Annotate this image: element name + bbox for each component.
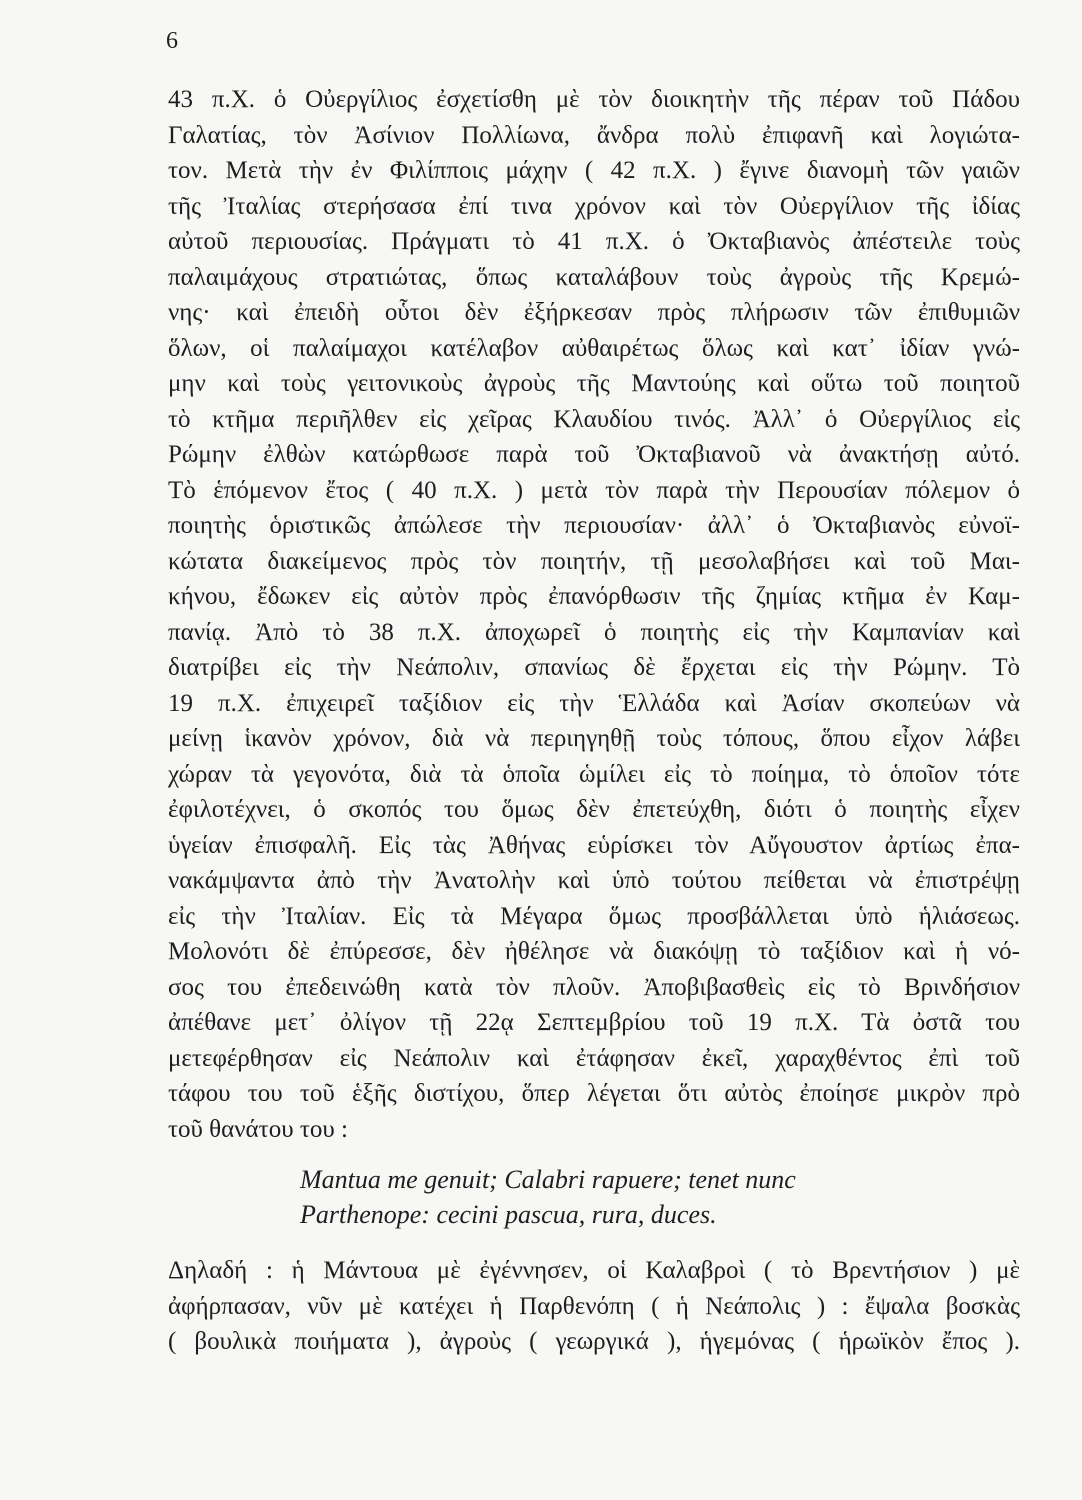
text-line: μετεφέρθησαν εἰς Νεάπολιν καὶ ἐτάφησαν ἐκεῖ, χαραχθέντος ἐπὶ τοῦ bbox=[168, 1044, 1020, 1072]
text-line: Parthenope: cecini pascua, rura, duces. bbox=[300, 1199, 717, 1229]
text-line: κώτατα διακείμενος πρὸς τὸν ποιητήν, τῇ μεσολαβήσει καὶ τοῦ Μαι- bbox=[168, 547, 1020, 575]
text-line: τάφου του τοῦ ἑξῆς διστίχου, ὅπερ λέγεται ὅτι αὐτὸς ἐποίησε μικρὸν πρὸ bbox=[168, 1080, 1020, 1107]
text-line: ἀφήρπασαν, νῦν μὲ κατέχει ἡ Παρθενόπη ( ἡ Νεάπολις ) : ἔψαλα βοσκὰς bbox=[168, 1292, 1020, 1320]
text-line: τῆς Ἰταλίας στερήσασα ἐπί τινα χρόνον καὶ τὸν Οὐεργίλιον τῆς ἰδίας bbox=[168, 192, 1020, 220]
text-line: αὐτοῦ περιουσίας. Πράγματι τὸ 41 π.Χ. ὁ Ὀκταβιανὸς ἀπέστειλε τοὺς bbox=[168, 228, 1020, 255]
text-line: ὅλων, οἱ παλαίμαχοι κατέλαβον αὐθαιρέτως ὅλως καὶ κατ᾽ ἰδίαν γνώ- bbox=[168, 334, 1020, 362]
text-line: νακάμψαντα ἀπὸ τὴν Ἀνατολὴν καὶ ὑπὸ τούτου πείθεται νὰ ἐπιστρέψῃ bbox=[168, 867, 1020, 894]
text-line: ἐφιλοτέχνει, ὁ σκοπός του ὅμως δὲν ἐπετεύχθη, διότι ὁ ποιητὴς εἶχεν bbox=[168, 796, 1020, 823]
text-line: Ρώμην ἐλθὼν κατώρθωσε παρὰ τοῦ Ὀκταβιανοῦ νὰ ἀνακτήσῃ αὐτό. bbox=[168, 441, 1020, 468]
latin-epitaph-verse bbox=[300, 1163, 796, 1232]
text-line: διατρίβει εἰς τὴν Νεάπολιν, σπανίως δὲ ἔρχεται εἰς τὴν Ρώμην. Τὸ bbox=[168, 654, 1020, 681]
text-line: τον. Μετὰ τὴν ἐν Φιλίπποις μάχην ( 42 π.Χ. ) ἔγινε διανομὴ τῶν γαιῶν bbox=[168, 157, 1020, 184]
text-line: ποιητὴς ὁριστικῶς ἀπώλεσε τὴν περιουσίαν· ἀλλ᾽ ὁ Ὀκταβιανὸς εὐνοϊ- bbox=[168, 512, 1020, 539]
text-line: ὑγείαν ἐπισφαλῆ. Εἰς τὰς Ἀθήνας εὑρίσκει τὸν Αὔγουστον ἀρτίως ἐπα- bbox=[168, 831, 1020, 859]
text-line: νης· καὶ ἐπειδὴ οὗτοι δὲν ἐξήρκεσαν πρὸς πλήρωσιν τῶν ἐπιθυμιῶν bbox=[168, 299, 1020, 326]
text-line: 19 π.Χ. ἐπιχειρεῖ ταξίδιον εἰς τὴν Ἑλλάδα καὶ Ἀσίαν σκοπεύων νὰ bbox=[168, 689, 1020, 717]
text-line: ( βουλικὰ ποιήματα ), ἀγροὺς ( γεωργικά ), ἡγεμόνας ( ἡρωϊκὸν ἔπος ). bbox=[168, 1328, 1020, 1355]
text-line: Γαλατίας, τὸν Ἀσίνιον Πολλίωνα, ἄνδρα πολὺ ἐπιφανῆ καὶ λογιώτα- bbox=[168, 121, 1020, 149]
main-paragraph bbox=[168, 82, 1020, 1147]
text-line: μην καὶ τοὺς γειτονικοὺς ἀγροὺς τῆς Μαντούης καὶ οὕτω τοῦ ποιητοῦ bbox=[168, 370, 1020, 397]
translation-paragraph bbox=[168, 1253, 1020, 1360]
text-line: πανίᾳ. Ἀπὸ τὸ 38 π.Χ. ἀποχωρεῖ ὁ ποιητὴς εἰς τὴν Καμπανίαν καὶ bbox=[168, 618, 1020, 646]
text-line: Δηλαδή : ἡ Μάντουα μὲ ἐγέννησεν, οἱ Καλαβροὶ ( τὸ Βρεντήσιον ) μὲ bbox=[168, 1257, 1020, 1284]
text-line: Τὸ ἑπόμενον ἔτος ( 40 π.Χ. ) μετὰ τὸν παρὰ τὴν Περουσίαν πόλεμον ὁ bbox=[168, 476, 1020, 504]
text-line: τοῦ θανάτου του : bbox=[168, 1115, 348, 1143]
text-line: παλαιμάχους στρατιώτας, ὅπως καταλάβουν τοὺς ἀγροὺς τῆς Κρεμώ- bbox=[168, 263, 1020, 291]
text-line: μείνῃ ἱκανὸν χρόνον, διὰ νὰ περιηγηθῇ τοὺς τόπους, ὅπου εἶχον λάβει bbox=[168, 725, 1020, 752]
text-line: Mantua me genuit; Calabri rapuere; tenet nunc bbox=[300, 1165, 796, 1194]
text-line: σος του ἐπεδεινώθη κατὰ τὸν πλοῦν. Ἀποβιβασθεὶς εἰς τὸ Βρινδήσιον bbox=[168, 973, 1020, 1001]
text-line: 43 π.Χ. ὁ Οὐεργίλιος ἐσχετίσθη μὲ τὸν διοικητὴν τῆς πέραν τοῦ Πάδου bbox=[168, 86, 1020, 113]
text-line: κήνου, ἔδωκεν εἰς αὐτὸν πρὸς ἐπανόρθωσιν τῆς ζημίας κτῆμα ἐν Καμ- bbox=[168, 583, 1020, 610]
text-line: ἀπέθανε μετ᾽ ὀλίγον τῇ 22ᾳ Σεπτεμβρίου τοῦ 19 π.Χ. Τὰ ὀστᾶ του bbox=[168, 1009, 1020, 1036]
page-number: 6 bbox=[166, 28, 178, 54]
text-line: εἰς τὴν Ἰταλίαν. Εἰς τὰ Μέγαρα ὅμως προσβάλλεται ὑπὸ ἡλιάσεως. bbox=[168, 902, 1020, 930]
text-line: Μολονότι δὲ ἐπύρεσσε, δὲν ἠθέλησε νὰ διακόψῃ τὸ ταξίδιον καὶ ἡ νό- bbox=[168, 938, 1020, 965]
text-line: χώραν τὰ γεγονότα, διὰ τὰ ὁποῖα ὡμίλει εἰς τὸ ποίημα, τὸ ὁποῖον τότε bbox=[168, 760, 1020, 788]
text-line: τὸ κτῆμα περιῆλθεν εἰς χεῖρας Κλαυδίου τινός. Ἀλλ᾽ ὁ Οὐεργίλιος εἰς bbox=[168, 405, 1020, 433]
